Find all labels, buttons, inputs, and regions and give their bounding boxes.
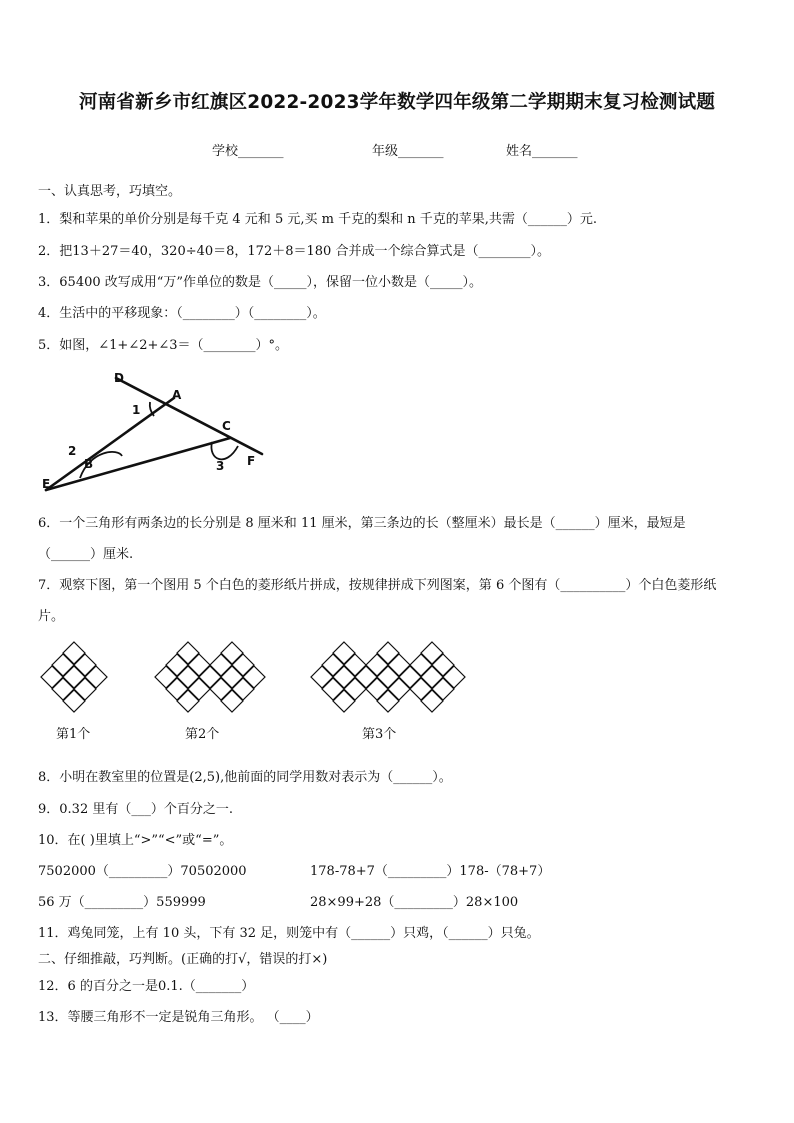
question-10-item-2: 178-78+7（_________）178-（78+7） bbox=[310, 864, 551, 879]
pattern-2 bbox=[155, 642, 265, 712]
angle-3-arc bbox=[211, 442, 238, 459]
question-10-item-1: 7502000（_________）70502000 bbox=[38, 864, 247, 879]
question-5: 5．如图，∠1+∠2+∠3＝（________）°。 bbox=[38, 338, 289, 353]
section-2-heading: 二、仔细推敲，巧判断。(正确的打√，错误的打×) bbox=[38, 952, 328, 967]
question-12: 12．6 的百分之一是0.1.（_______） bbox=[38, 979, 255, 994]
question-1: 1．梨和苹果的单价分别是每千克 4 元和 5 元,买 m 千克的梨和 n 千克的苹果,共需（______）元. bbox=[38, 212, 597, 227]
label-three: 3 bbox=[216, 459, 225, 473]
question-10-item-4: 28×99+28（_________）28×100 bbox=[310, 895, 519, 910]
school-field: 学校_______ bbox=[212, 144, 284, 159]
pattern-caption-2: 第2个 bbox=[185, 727, 220, 742]
question-3: 3．65400 改写成用“万”作单位的数是（_____），保留一位小数是（_____）。 bbox=[38, 275, 483, 290]
pattern-3 bbox=[311, 642, 465, 712]
question-4: 4．生活中的平移现象：（________）（________）。 bbox=[38, 306, 326, 321]
question-10: 10．在( )里填上“>”“<”或“=”。 bbox=[38, 833, 233, 848]
question-6-line-1: 6．一个三角形有两条边的长分别是 8 厘米和 11 厘米，第三条边的长（整厘米）最长是（______）厘米，最短是 bbox=[38, 516, 686, 531]
question-13: 13．等腰三角形不一定是锐角三角形。 （____） bbox=[38, 1010, 319, 1025]
label-d: D bbox=[114, 371, 124, 385]
question-6-line-2: （______）厘米. bbox=[38, 547, 134, 562]
question-9: 9．0.32 里有（___）个百分之一. bbox=[38, 802, 233, 817]
label-a: A bbox=[172, 388, 182, 402]
question-7-line-1: 7．观察下图，第一个图用 5 个白色的菱形纸片拼成，按规律拼成下列图案，第 6 个图有（__________）个白色菱形纸 bbox=[38, 578, 717, 593]
section-1-heading: 一、认真思考，巧填空。 bbox=[38, 184, 182, 199]
label-f: F bbox=[247, 454, 256, 468]
angle-figure bbox=[40, 366, 280, 496]
label-b: B bbox=[84, 457, 94, 471]
pattern-caption-1: 第1个 bbox=[56, 727, 91, 742]
question-11: 11．鸡兔同笼，上有 10 头，下有 32 足，则笼中有（______）只鸡，（______）只兔。 bbox=[38, 926, 540, 941]
rhombus-pattern-figure bbox=[38, 639, 478, 719]
name-field: 姓名_______ bbox=[506, 144, 578, 159]
pattern-1 bbox=[41, 642, 107, 712]
line-e-a bbox=[46, 398, 174, 490]
question-10-item-3: 56 万（_________）559999 bbox=[38, 895, 206, 910]
grade-field: 年级_______ bbox=[372, 144, 444, 159]
page-title: 河南省新乡市红旗区2022-2023学年数学四年级第二学期期末复习检测试题 bbox=[78, 92, 716, 113]
question-8: 8．小明在教室里的位置是(2,5),他前面的同学用数对表示为（______）。 bbox=[38, 770, 452, 785]
label-e: E bbox=[42, 477, 51, 491]
pattern-caption-3: 第3个 bbox=[362, 727, 397, 742]
label-c: C bbox=[222, 419, 231, 433]
question-2: 2．把13＋27＝40，320÷40＝8，172＋8＝180 合并成一个综合算式是（________）。 bbox=[38, 244, 550, 259]
label-one: 1 bbox=[132, 403, 141, 417]
question-7-line-2: 片。 bbox=[38, 609, 65, 624]
label-two: 2 bbox=[68, 444, 77, 458]
